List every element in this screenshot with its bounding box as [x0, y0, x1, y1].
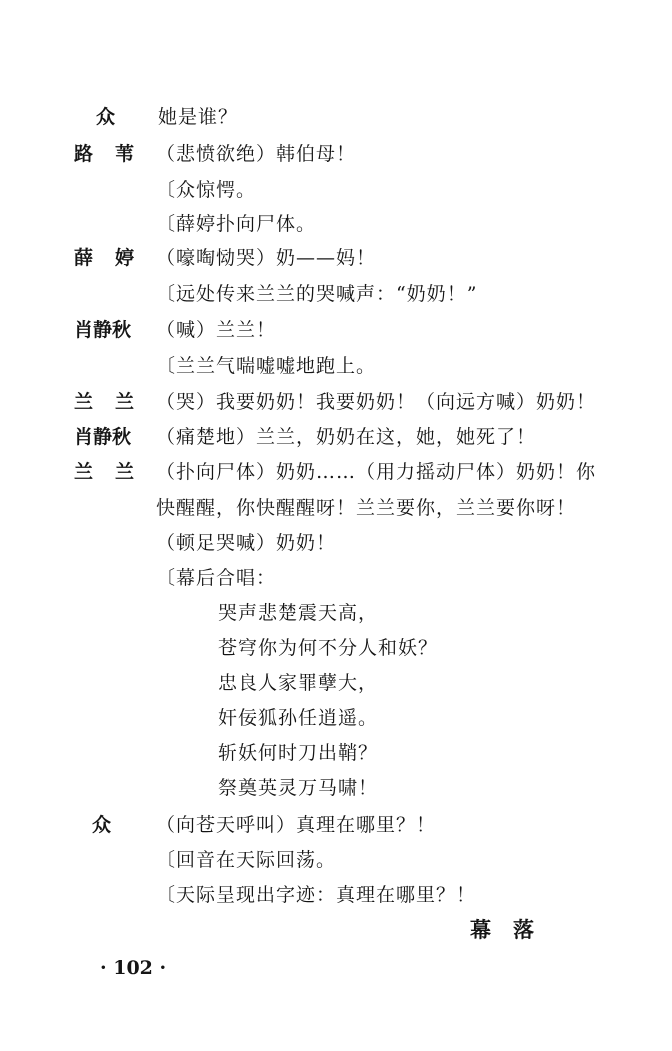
curtain-falls: 幕落 [470, 917, 556, 942]
song-line: 哭声悲楚震天高， [218, 602, 379, 624]
speaker-label: 众 [92, 814, 112, 836]
dialogue-line: （喊）兰兰！ [156, 319, 277, 341]
dialogue-line: （向苍天呼叫）真理在哪里？！ [156, 814, 437, 836]
speaker-label: 兰兰 [74, 461, 157, 483]
dialogue-line: （嚎啕恸哭）奶——妈！ [156, 247, 377, 269]
speaker-label: 肖静秋 [74, 426, 132, 448]
stage-direction: 〔回音在天际回荡。 [156, 849, 337, 871]
stage-direction: 〔幕后合唱： [156, 567, 277, 589]
stage-direction: 〔远处传来兰兰的哭喊声：“奶奶！” [156, 283, 478, 305]
dialogue-line: （痛楚地）兰兰，奶奶在这，她，她死了！ [156, 426, 537, 448]
speaker-label: 肖静秋 [74, 319, 132, 341]
stage-direction: 〔天际呈现出字迹：真理在哪里？！ [156, 884, 477, 906]
speaker-label: 兰兰 [74, 391, 157, 413]
dialogue-line: （悲愤欲绝）韩伯母！ [156, 143, 357, 165]
song-line: 苍穹你为何不分人和妖？ [218, 637, 439, 659]
speaker-label: 路苇 [74, 143, 157, 165]
song-line: 忠良人家罪孽大， [218, 672, 379, 694]
stage-direction: 〔薛婷扑向尸体。 [156, 213, 317, 235]
speaker-label: 众 [96, 106, 116, 128]
stage-direction: 〔众惊愕。 [156, 179, 257, 201]
song-line: 祭奠英灵万马啸！ [218, 777, 379, 799]
speaker-label: 薛婷 [74, 247, 157, 269]
dialogue-line: 她是谁？ [158, 106, 239, 128]
stage-direction: 〔兰兰气喘嘘嘘地跑上。 [156, 355, 377, 377]
page-number: · 102 · [100, 957, 167, 979]
song-line: 奸佞狐孙任逍遥。 [218, 707, 379, 729]
dialogue-line: （扑向尸体）奶奶……（用力摇动尸体）奶奶！你 [156, 461, 597, 483]
song-line: 斩妖何时刀出鞘？ [218, 742, 379, 764]
dialogue-line: 快醒醒，你快醒醒呀！兰兰要你，兰兰要你呀！ [156, 497, 577, 519]
dialogue-line: （哭）我要奶奶！我要奶奶！（向远方喊）奶奶！ [156, 391, 597, 413]
dialogue-line: （顿足哭喊）奶奶！ [156, 532, 337, 554]
